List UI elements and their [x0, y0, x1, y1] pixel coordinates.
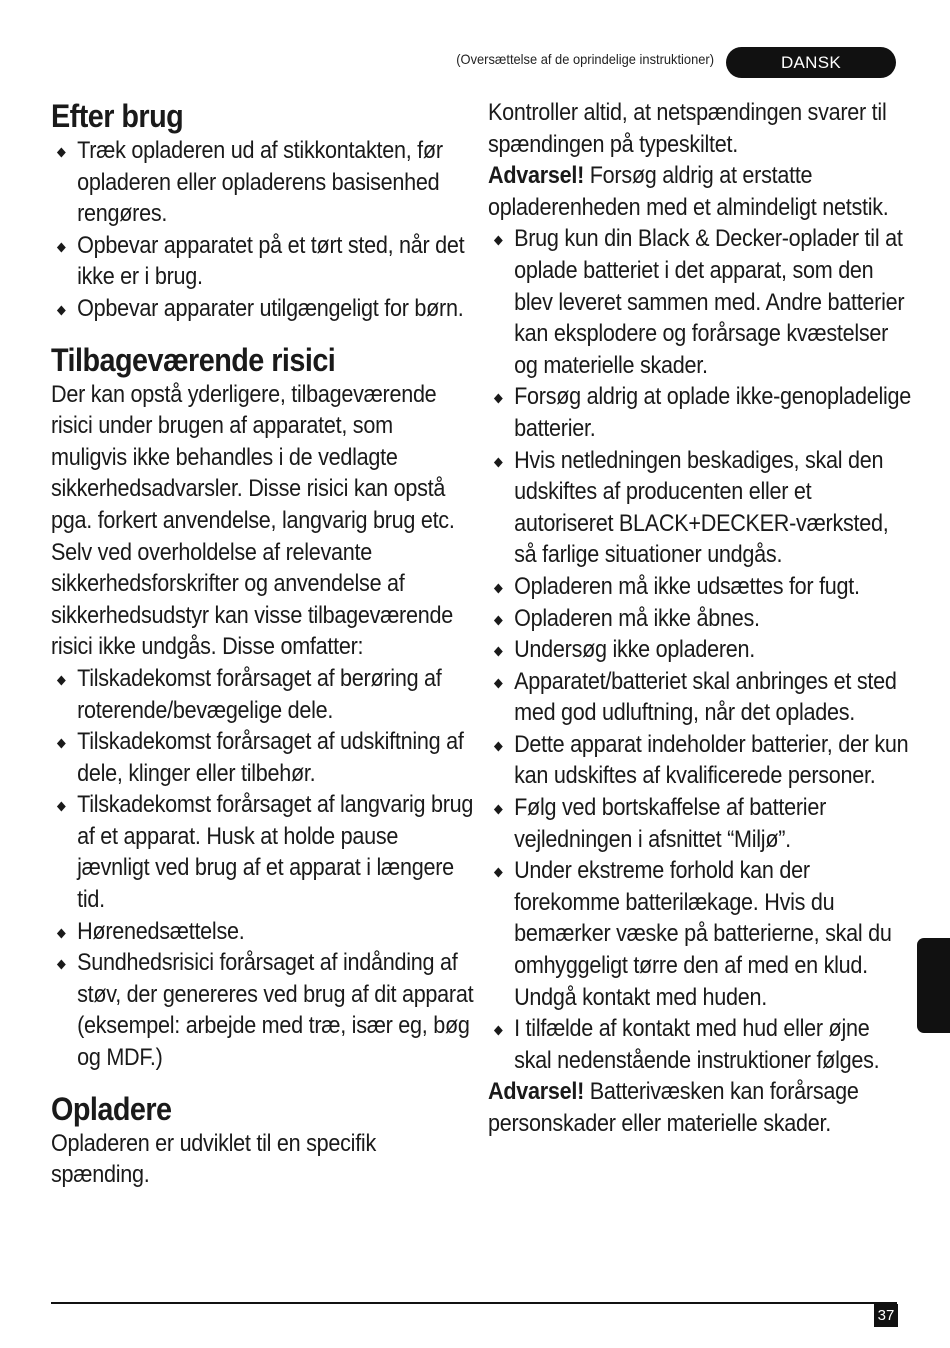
warning-label: Advarsel!: [488, 162, 585, 190]
diamond-bullet-icon: [494, 1026, 503, 1036]
warning-label: Advarsel!: [488, 1078, 585, 1106]
diamond-bullet-icon: [57, 242, 66, 252]
language-badge: DANSK: [726, 47, 896, 78]
list-item: Hørenedsættelse.: [51, 916, 474, 948]
list-item: Træk opladeren ud af stikkontakten, før opladeren eller opladerens basisenhed rengøres.: [51, 135, 474, 230]
voltage-paragraph: Kontroller altid, at netspændingen svarer til spændingen på typeskiltet.: [488, 99, 887, 158]
diamond-bullet-icon: [494, 741, 503, 751]
list-item: Under ekstreme forhold kan der forekomme batterilækage. Hvis du bemærker væske på batterierne, skal du omhyggeligt tørre den af med en klud. Undgå kontakt med huden.: [488, 855, 911, 1013]
diamond-bullet-icon: [494, 868, 503, 878]
list-item: I tilfælde af kontakt med hud eller øjne skal nedenstående instruktioner følges.: [488, 1013, 911, 1076]
right-column: [488, 97, 912, 1140]
warning-paragraph-2: Advarsel! Batterivæsken kan forårsage personskader eller materielle skader.: [488, 1078, 859, 1137]
list-item: Forsøg aldrig at oplade ikke-genopladelige batterier.: [488, 381, 911, 444]
heading-residual-risks: Tilbageværende risici: [51, 341, 336, 378]
list-item: Tilskadekomst forårsaget af udskiftning af dele, klinger eller tilbehør.: [51, 726, 474, 789]
heading-chargers: Opladere: [51, 1090, 172, 1127]
charger-safety-list: [488, 223, 911, 1076]
list-item: Dette apparat indeholder batterier, der kun kan udskiftes af kvalificerede personer.: [488, 729, 911, 792]
heading-after-use: Efter brug: [51, 98, 184, 134]
list-item: Opbevar apparater utilgængeligt for børn.: [51, 293, 474, 325]
diamond-bullet-icon: [494, 647, 503, 657]
chargers-paragraph: Opladeren er udviklet til en specifik spænding.: [51, 1129, 376, 1189]
list-item: Undersøg ikke opladeren.: [488, 634, 911, 666]
list-item: Hvis netledningen beskadiges, skal den udskiftes af producenten eller et autoriseret BLACK+DECKER-værksted, så farlige situationer undgås.: [488, 445, 911, 571]
list-item: Opladeren må ikke åbnes.: [488, 603, 911, 635]
diamond-bullet-icon: [494, 805, 503, 815]
list-item: Apparatet/batteriet skal anbringes et sted med god udluftning, når det oplades.: [488, 666, 911, 729]
footer-divider: [51, 1302, 897, 1304]
warning-paragraph-1: Advarsel! Forsøg aldrig at erstatte opladerenheden med et almindeligt netstik.: [488, 162, 889, 221]
translation-note: (Oversættelse af de oprindelige instruktioner): [456, 51, 714, 67]
diamond-bullet-icon: [494, 583, 503, 593]
diamond-bullet-icon: [57, 306, 66, 316]
residual-paragraph-1: Der kan opstå yderligere, tilbageværende risici under brugen af apparatet, som muligvis ikke behandles i de vedlagte sikkerhedsadvarsler. Disse risici kan opstå pga. forkert anvendelse, langvarig brug etc.: [51, 380, 455, 534]
diamond-bullet-icon: [57, 928, 66, 938]
residual-paragraph-2: Selv ved overholdelse af relevante sikkerhedsforskrifter og anvendelse af sikkerhedsudstyr kan visse tilbageværende risici ikke undgås. Disse omfatter:: [51, 538, 453, 661]
page-number: 37: [874, 1304, 898, 1327]
diamond-bullet-icon: [494, 678, 503, 688]
residual-risks-list: [51, 663, 474, 1074]
list-item: Brug kun din Black & Decker-oplader til at oplade batteriet i det apparat, som den blev leveret sammen med. Andre batterier kan eksplodere og forårsage kvæstelser og materielle skader.: [488, 223, 911, 381]
diamond-bullet-icon: [57, 802, 66, 812]
after-use-list: [51, 135, 474, 325]
diamond-bullet-icon: [57, 148, 66, 158]
diamond-bullet-icon: [57, 739, 66, 749]
list-item: Følg ved bortskaffelse af batterier vejledningen i afsnittet “Miljø”.: [488, 792, 911, 855]
diamond-bullet-icon: [494, 236, 503, 246]
diamond-bullet-icon: [57, 675, 66, 685]
diamond-bullet-icon: [57, 960, 66, 970]
list-item: Sundhedsrisici forårsaget af indånding af støv, der genereres ved brug af dit apparat (eksempel: arbejde med træ, især eg, bøg og MDF.): [51, 947, 474, 1073]
list-item: Opladeren må ikke udsættes for fugt.: [488, 571, 911, 603]
section-thumb-tab: [917, 938, 950, 1033]
diamond-bullet-icon: [494, 394, 503, 404]
list-item: Opbevar apparatet på et tørt sted, når det ikke er i brug.: [51, 230, 474, 293]
list-item: Tilskadekomst forårsaget af berøring af roterende/bevægelige dele.: [51, 663, 474, 726]
list-item: Tilskadekomst forårsaget af langvarig brug af et apparat. Husk at holde pause jævnligt ved brug af et apparat i længere tid.: [51, 789, 474, 915]
diamond-bullet-icon: [494, 457, 503, 467]
left-column: [51, 97, 474, 1191]
diamond-bullet-icon: [494, 615, 503, 625]
